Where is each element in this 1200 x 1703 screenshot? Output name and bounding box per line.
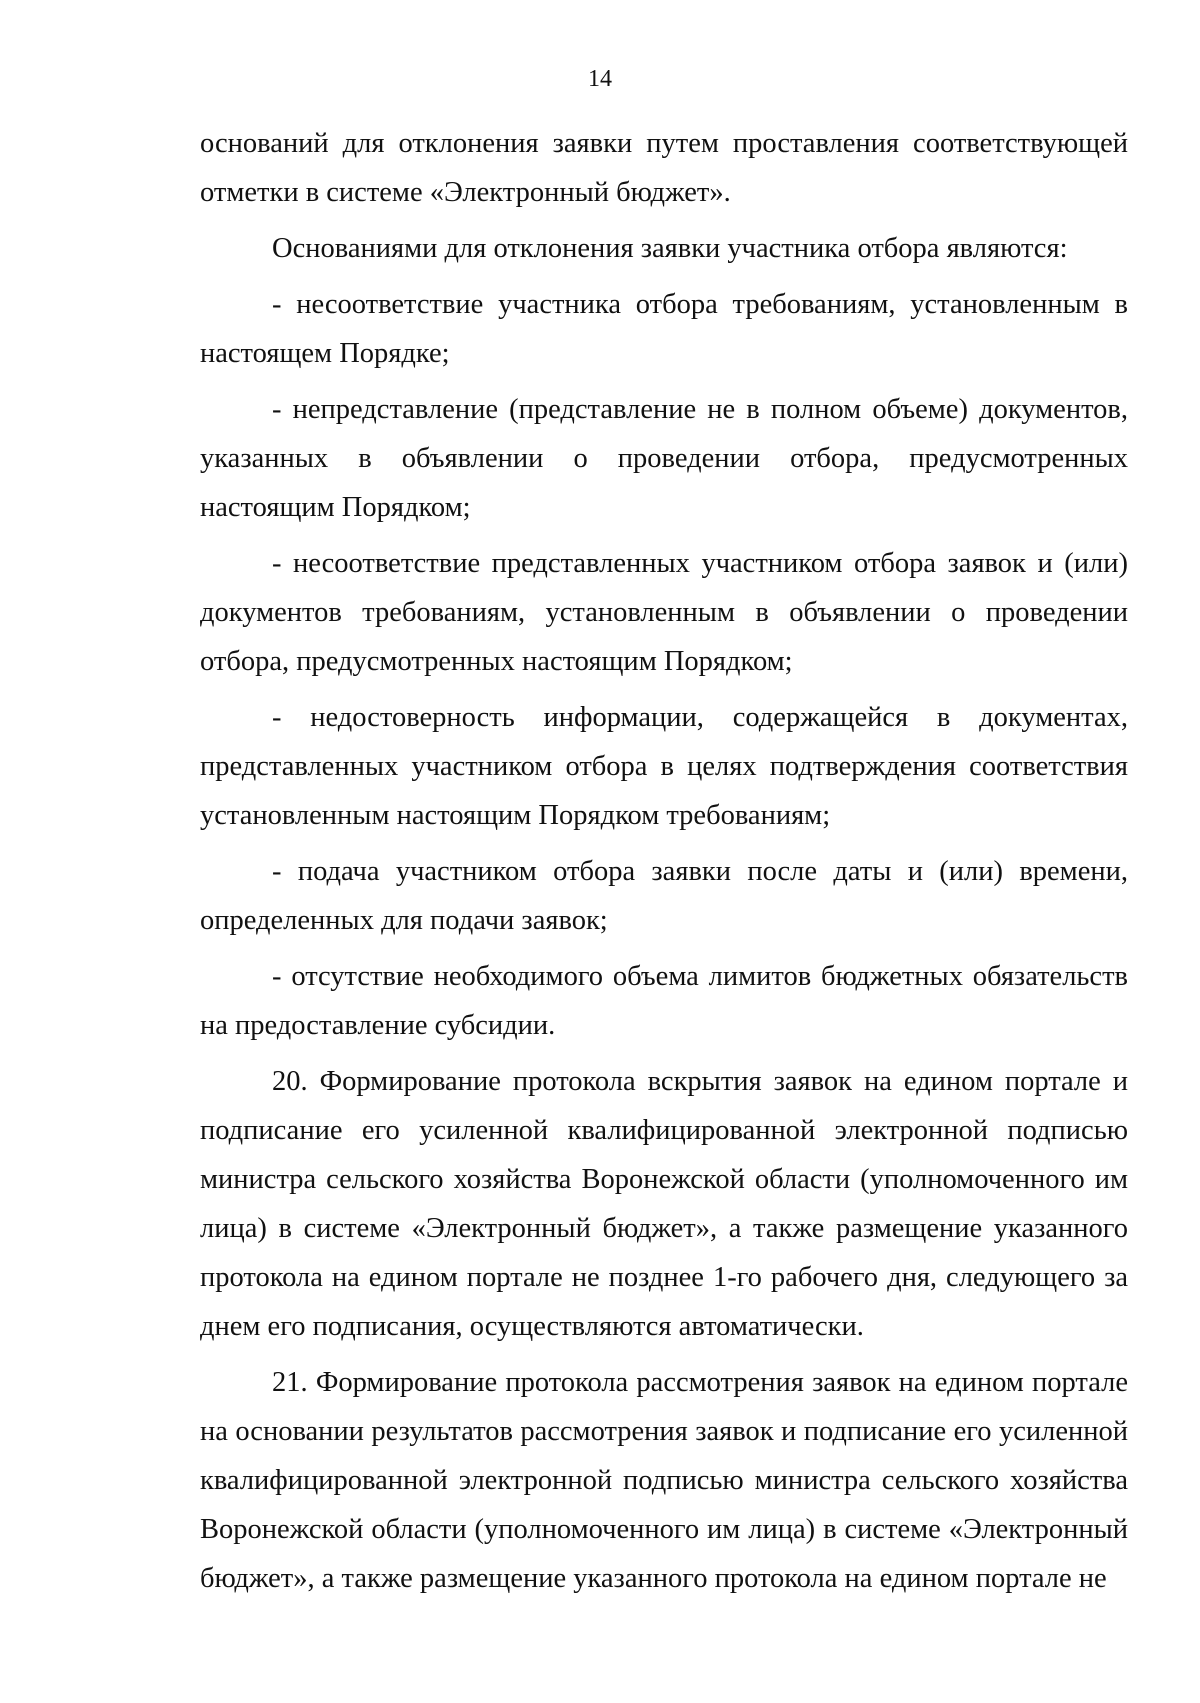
list-item-grounds: - отсутствие необходимого объема лимитов бюджетных обязательств на предоставление субсидии. bbox=[200, 961, 1128, 1041]
paragraph-grounds-intro: Основаниями для отклонения заявки участника отбора являются: bbox=[272, 233, 1068, 264]
document-body bbox=[200, 119, 1128, 1603]
list-item-grounds: - недостоверность информации, содержащейся в документах, представленных участником отбора в целях подтверждения соответствия установленным настоящим Порядком требованиям; bbox=[200, 702, 1128, 831]
paragraph-item-21: 21. Формирование протокола рассмотрения заявок на едином портале на основании результатов рассмотрения заявок и подписание его усиленной квалифицированной электронной подписью министра сельского хозяйства Воронежской области (уполномоченного им лица) в системе «Электронный бюджет», а также размещение указанного протокола на едином портале не bbox=[200, 1367, 1128, 1594]
paragraph-continuation: оснований для отклонения заявки путем проставления соответствующей отметки в системе «Электронный бюджет». bbox=[200, 128, 1128, 208]
list-item-grounds: - несоответствие представленных участником отбора заявок и (или) документов требованиям, установленным в объявлении о проведении отбора, предусмотренных настоящим Порядком; bbox=[200, 548, 1128, 677]
paragraph-item-20: 20. Формирование протокола вскрытия заявок на едином портале и подписание его усиленной квалифицированной электронной подписью министра сельского хозяйства Воронежской области (уполномоченного им лица) в системе «Электронный бюджет», а также размещение указанного протокола на едином портале не позднее 1-го рабочего дня, следующего за днем его подписания, осуществляются автоматически. bbox=[200, 1066, 1128, 1342]
list-item-grounds: - подача участником отбора заявки после даты и (или) времени, определенных для подачи заявок; bbox=[200, 856, 1128, 936]
list-item-grounds: - несоответствие участника отбора требованиям, установленным в настоящем Порядке; bbox=[200, 289, 1128, 369]
list-item-grounds: - непредставление (представление не в полном объеме) документов, указанных в объявлении о проведении отбора, предусмотренных настоящим Порядком; bbox=[200, 394, 1128, 523]
page-number: 14 bbox=[588, 66, 612, 92]
